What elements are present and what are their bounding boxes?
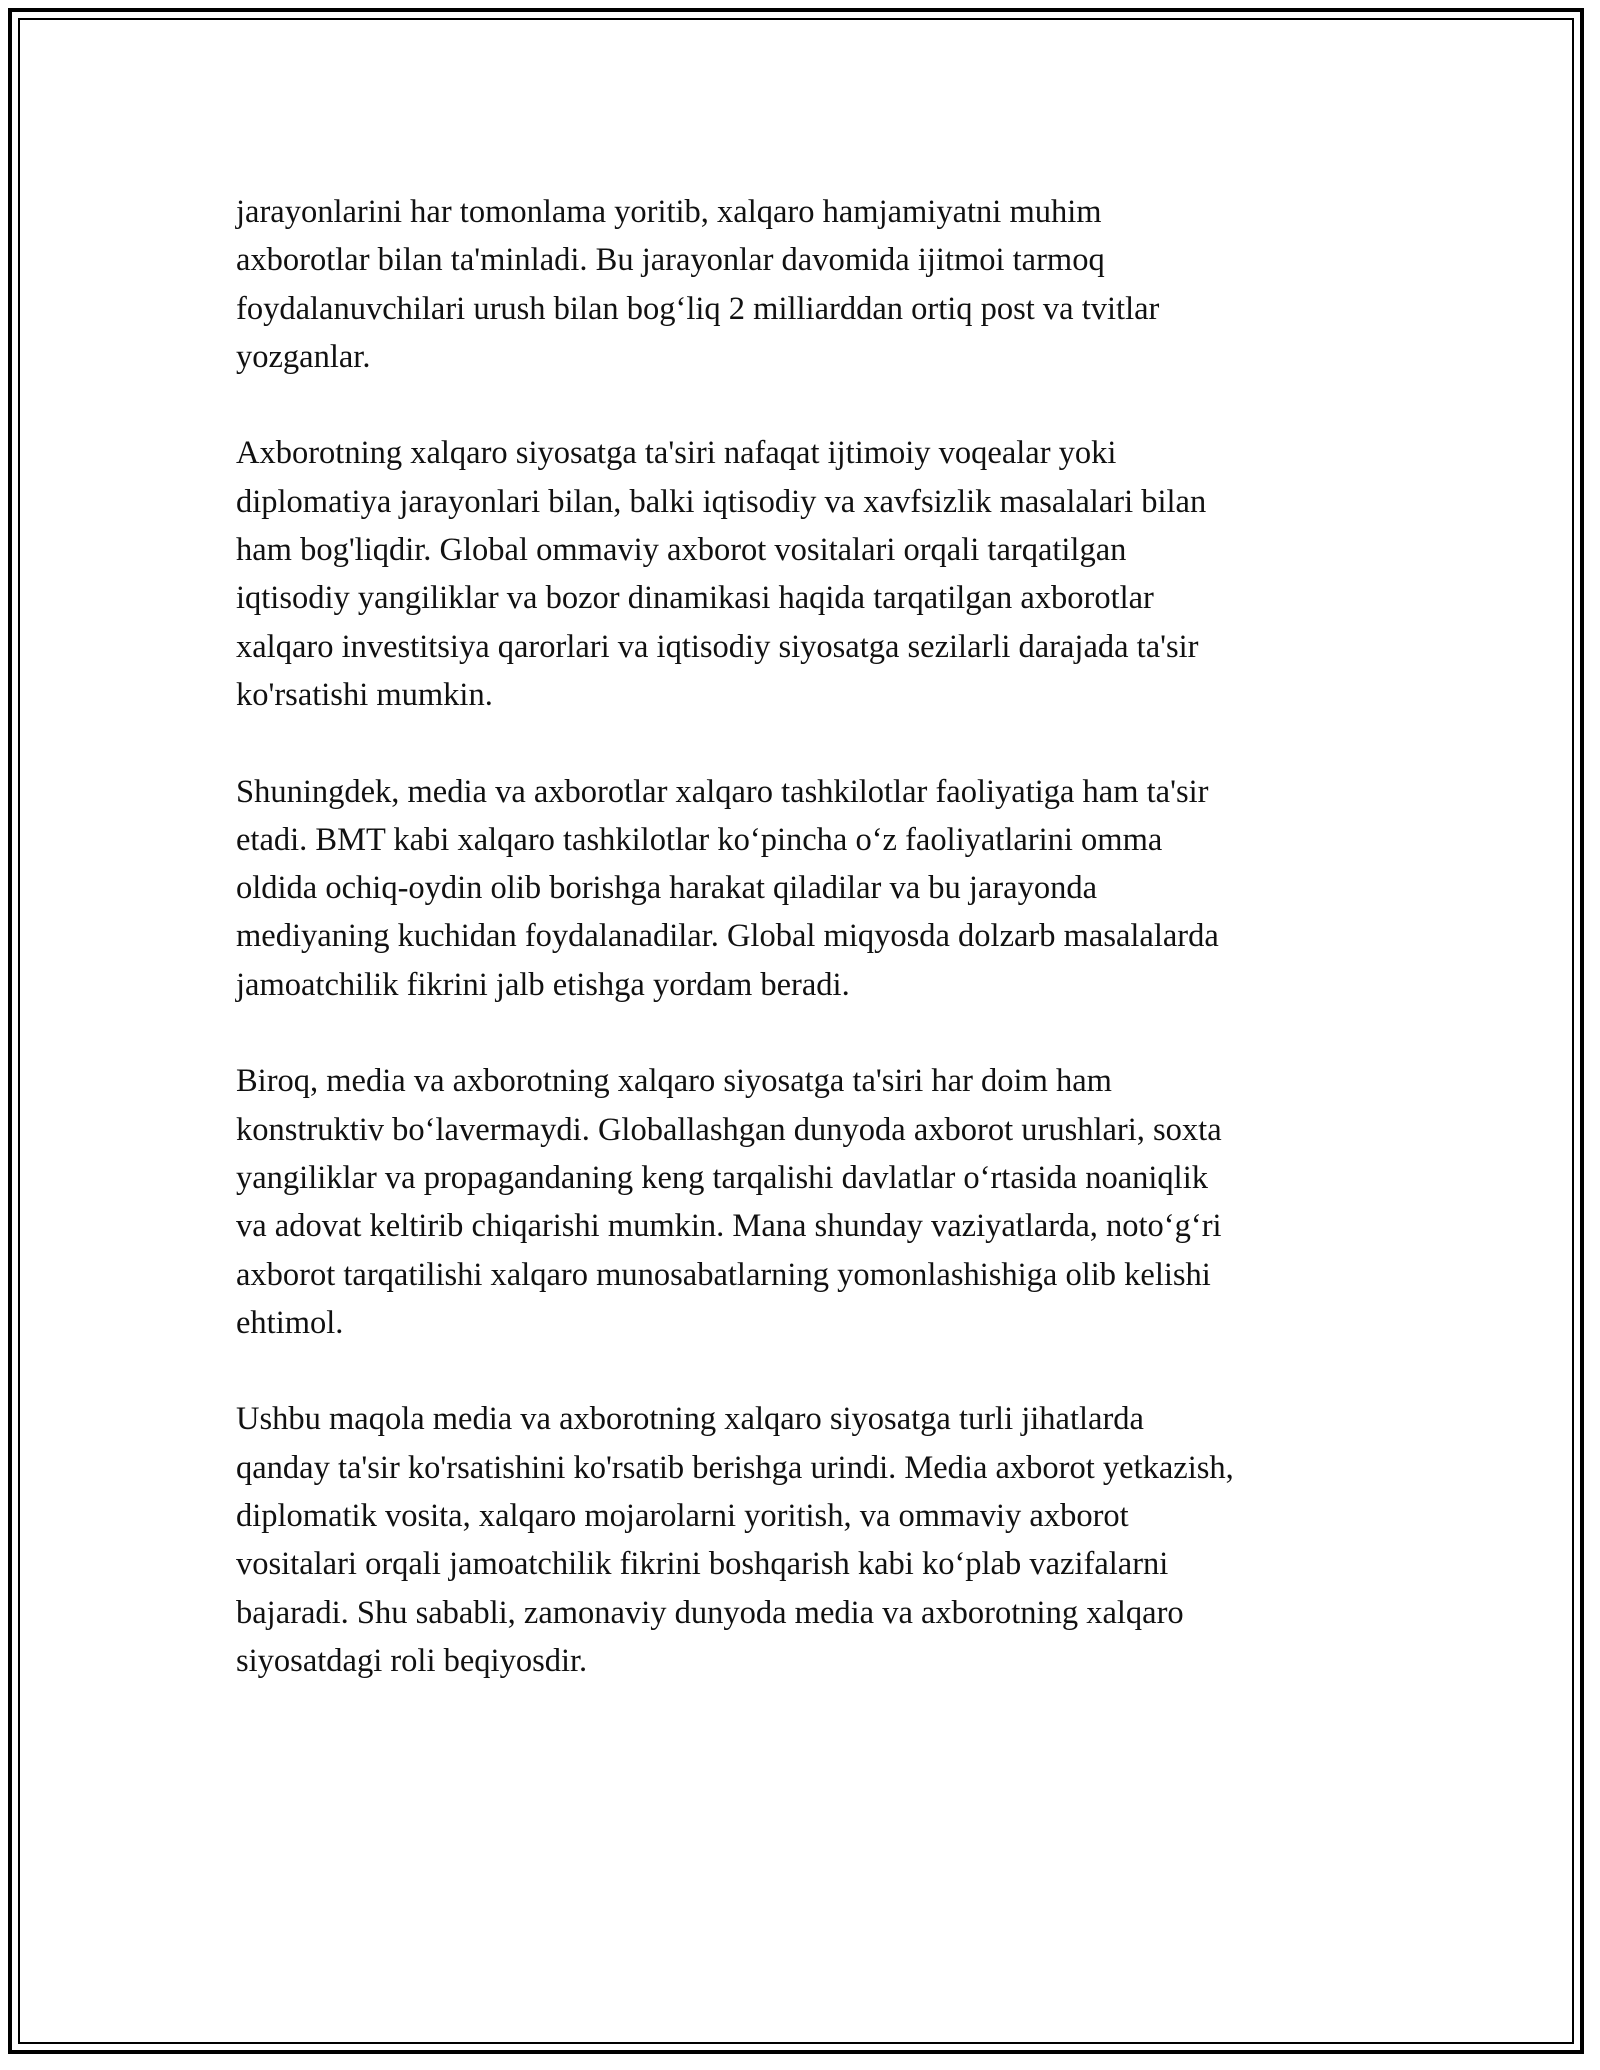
document-body: [236, 188, 1376, 1734]
paragraph: Shuningdek, media va axborotlar xalqaro tashkilotlar faoliyatiga ham ta'sir etadi. BMT kabi xalqaro tashkilotlar ko‘pincha o‘z faoliyatlarini omma oldida ochiq-oydin olib borishga harakat qiladilar va bu jarayonda mediyaning kuchidan foydalanadilar. Global miqyosda dolzarb masalalarda jamoatchilik fikrini jalb etishga yordam beradi.: [236, 773, 1219, 1003]
paragraph: jarayonlarini har tomonlama yoritib, xalqaro hamjamiyatni muhim axborotlar bilan ta'minladi. Bu jarayonlar davomida ijitmoi tarmoq foydalanuvchilari urush bilan bog‘liq 2 milliarddan ortiq post va tvitlar yozganlar.: [236, 194, 1160, 375]
paragraph: Ushbu maqola media va axborotning xalqaro siyosatga turli jihatlarda qanday ta'sir ko'rsatishini ko'rsatib berishga urindi. Media axborot yetkazish, diplomatik vosita, xalqaro mojarolarni yoritish, va ommaviy axborot vositalari orqali jamoatchilik fikrini boshqarish kabi ko‘plab vazifalarni bajaradi. Shu sababli, zamonaviy dunyoda media va axborotning xalqaro siyosatdagi roli beqiyosdir.: [236, 1401, 1234, 1679]
paragraph: Biroq, media va axborotning xalqaro siyosatga ta'siri har doim ham konstruktiv bo‘lavermaydi. Globallashgan dunyoda axborot urushlari, soxta yangiliklar va propagandaning keng tarqalishi davlatlar o‘rtasida noaniqlik va adovat keltirib chiqarishi mumkin. Mana shunday vaziyatlarda, noto‘g‘ri axborot tarqatilishi xalqaro munosabatlarning yomonlashishiga olib kelishi ehtimol.: [236, 1063, 1222, 1341]
paragraph: Axborotning xalqaro siyosatga ta'siri nafaqat ijtimoiy voqealar yoki diplomatiya jarayonlari bilan, balki iqtisodiy va xavfsizlik masalalari bilan ham bog'liqdir. Global ommaviy axborot vositalari orqali tarqatilgan iqtisodiy yangiliklar va bozor dinamikasi haqida tarqatilgan axborotlar xalqaro investitsiya qarorlari va iqtisodiy siyosatga sezilarli darajada ta'sir ko'rsatishi mumkin.: [236, 435, 1207, 713]
